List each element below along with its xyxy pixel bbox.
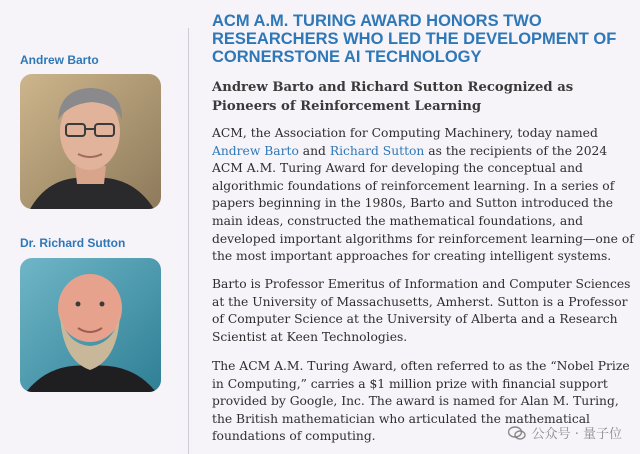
paragraph-3: The ACM A.M. Turing Award, often referred to as the “Nobel Prize in Computing,” carries a $1 million prize with financial support provided by Google, Inc. The award is named for Alan M. Turing, the British mathematician who articulated the mathematical foundations of computing. xyxy=(212,359,630,444)
article-headline: ACM A.M. TURING AWARD HONORS TWO RESEARCHERS WHO LED THE DEVELOPMENT OF CORNERSTONE AI TECHNOLOGY xyxy=(212,12,617,66)
link-andrew-barto[interactable]: Andrew Barto xyxy=(212,143,299,158)
watermark-text: 公众号 · 量子位 xyxy=(531,427,622,442)
paragraph-1-and: and xyxy=(298,143,330,158)
paragraph-1-body: as the recipients of the 2024 ACM A.M. Turing Award for developing the conceptual and algorithmic foundations of reinforcement learning. In a series of papers beginning in the 1980s, Barto and Sutton introduced the main ideas, constructed the mathematical foundations, and developed important algorithms for reinforcement learning—one of the most important approaches for creating intelligent systems. xyxy=(212,143,634,264)
paragraph-1-intro: ACM, the Association for Computing Machinery, today named xyxy=(212,126,598,140)
article-subhead: Andrew Barto and Richard Sutton Recognized as Pioneers of Reinforcement Learning xyxy=(212,80,574,114)
paragraph-1 xyxy=(212,125,637,266)
person-name-barto: Andrew Barto xyxy=(20,53,99,67)
wechat-icon xyxy=(508,426,526,440)
photo-andrew-barto xyxy=(20,74,161,209)
watermark xyxy=(508,423,622,442)
portrait-man-glasses-icon xyxy=(20,74,161,209)
person-name-sutton: Dr. Richard Sutton xyxy=(20,236,126,250)
portrait-man-beard-icon xyxy=(20,258,161,392)
sidebar xyxy=(0,0,188,454)
paragraph-2: Barto is Professor Emeritus of Information and Computer Sciences at the University of Massachusetts, Amherst. Sutton is a Professor of Computer Science at the University of Alberta and a Research Scientist at Keen Technologies. xyxy=(212,277,631,344)
column-divider xyxy=(188,28,189,454)
link-richard-sutton[interactable]: Richard Sutton xyxy=(329,143,425,158)
photo-richard-sutton xyxy=(20,258,161,392)
